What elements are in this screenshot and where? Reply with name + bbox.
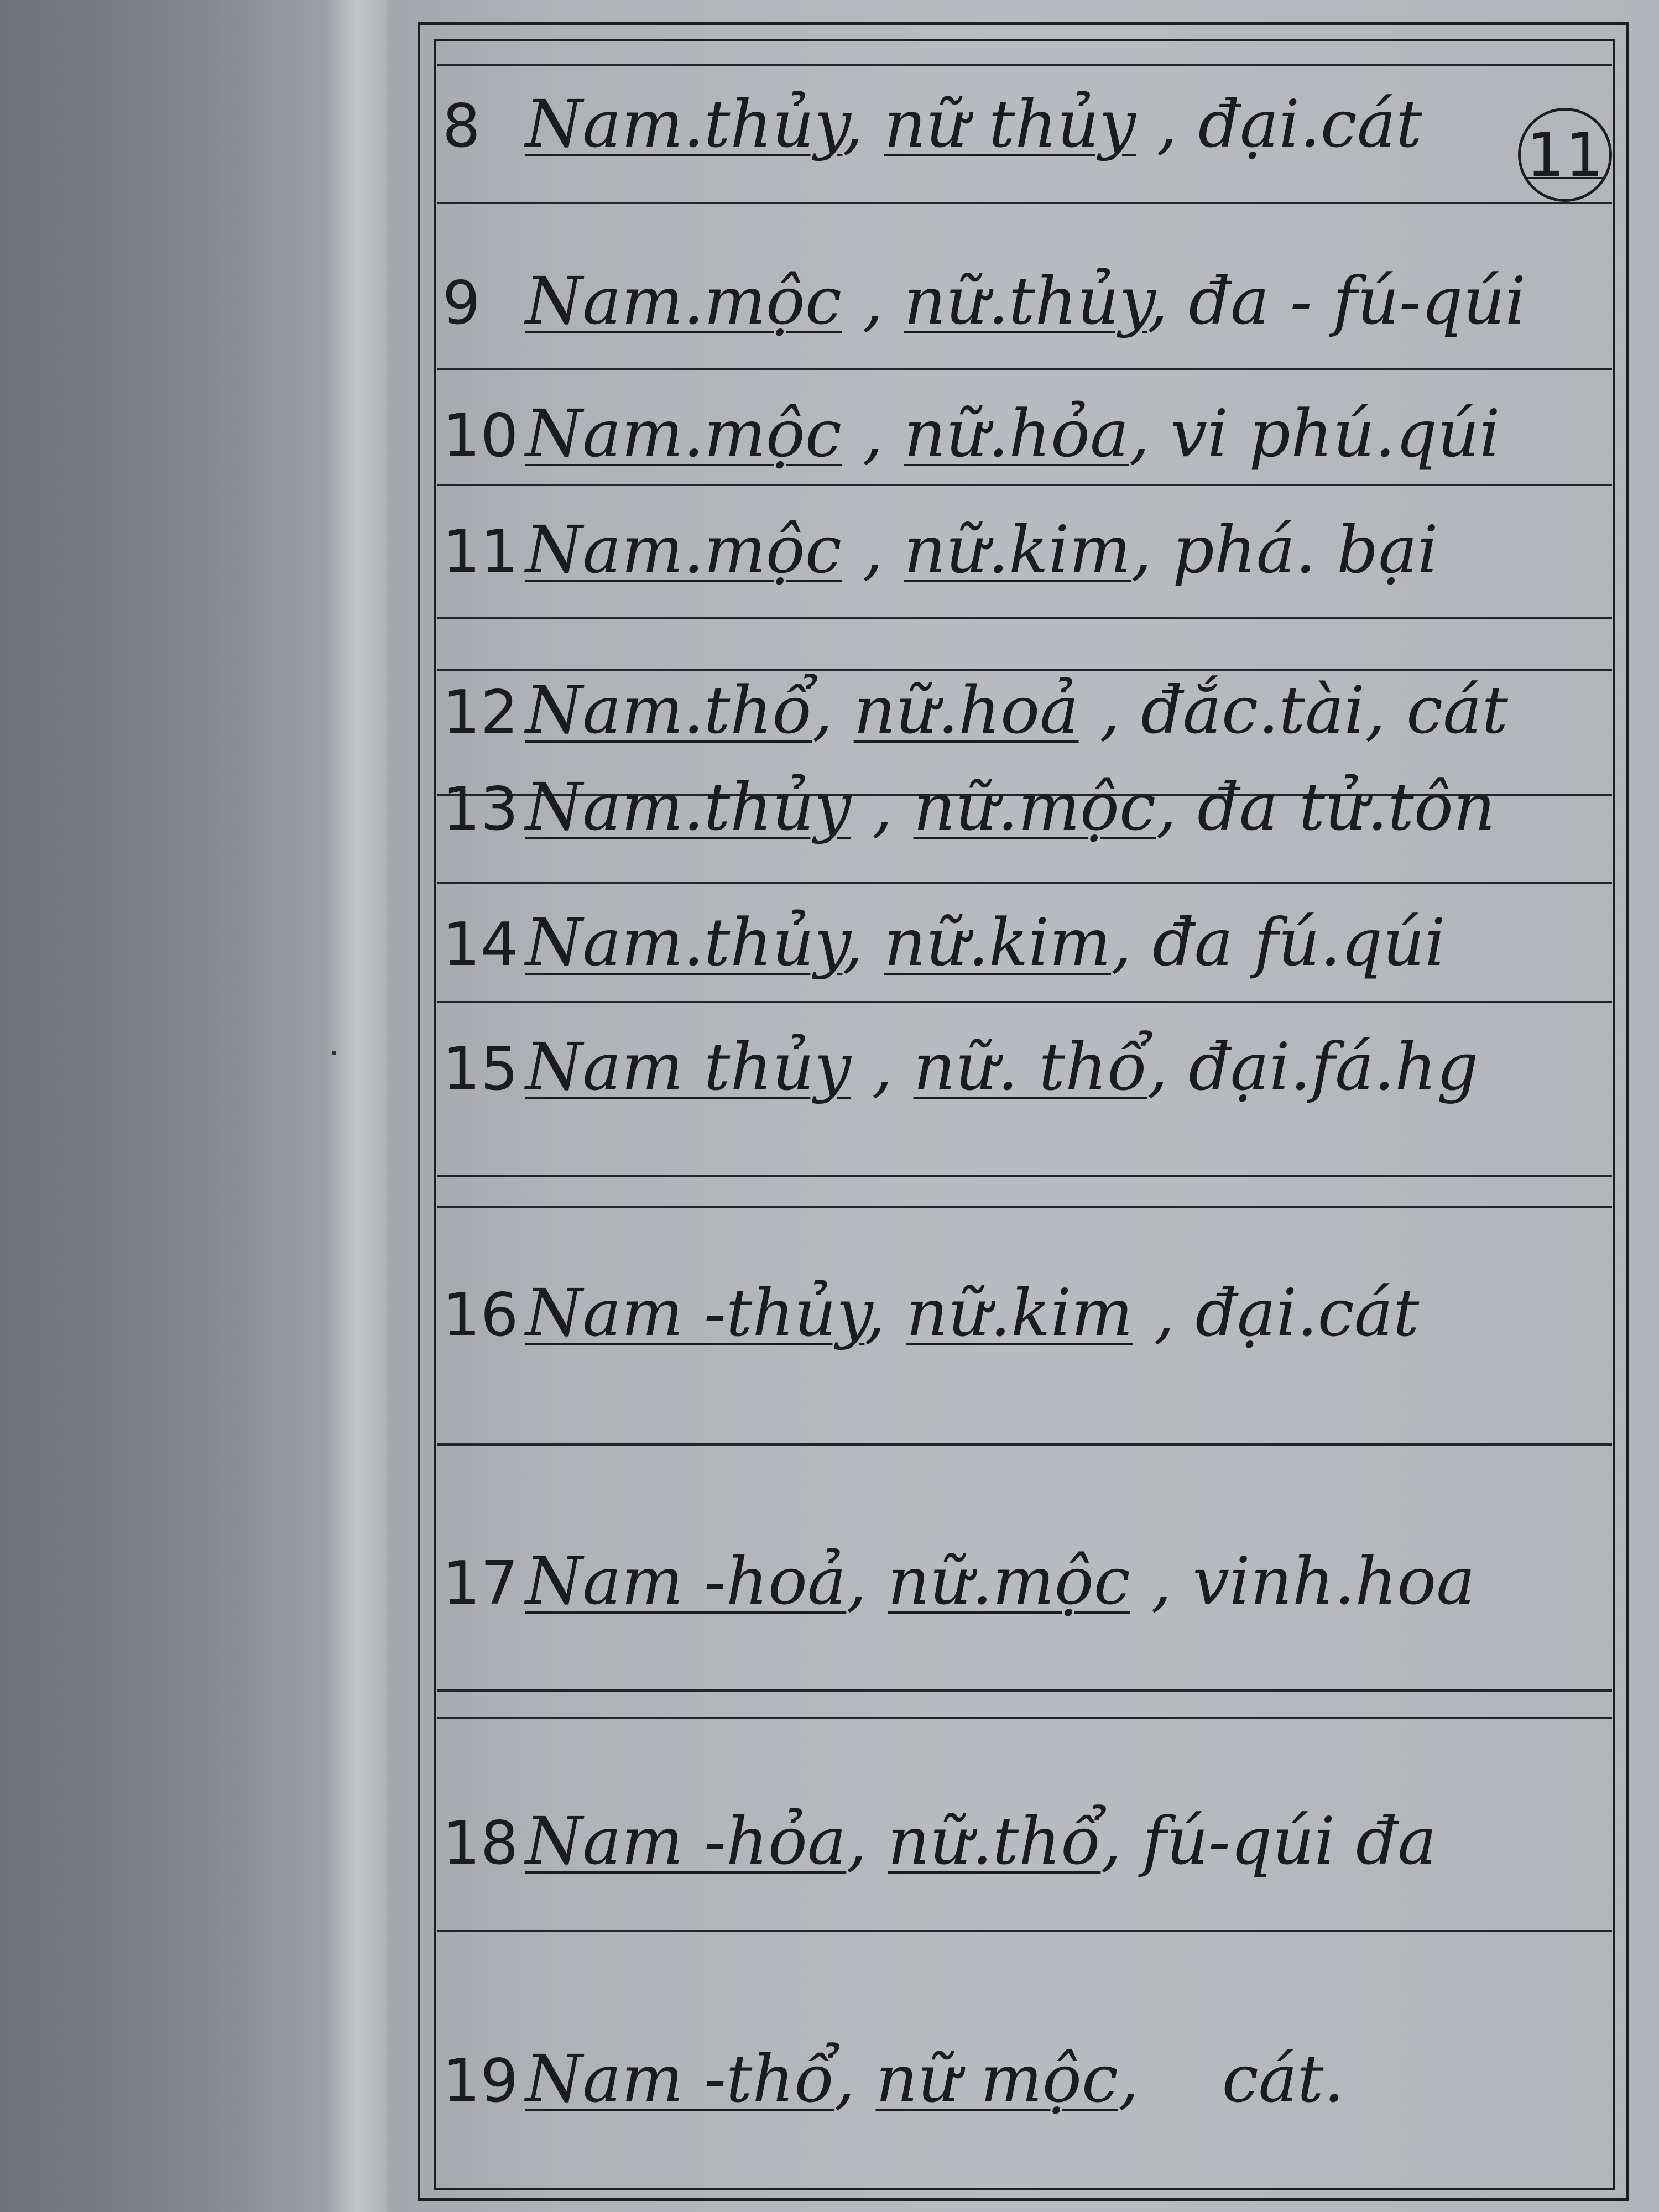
entry-result: đại.fá.hg bbox=[1188, 1029, 1479, 1105]
entry-number: 10 bbox=[442, 401, 519, 471]
entry-female-element: nữ.thổ bbox=[888, 1803, 1101, 1879]
ruled-line bbox=[437, 1930, 1612, 1932]
ruled-line bbox=[437, 669, 1612, 671]
entry-male-element: Nam thủy bbox=[525, 1029, 852, 1105]
entry-number: 14 bbox=[442, 910, 519, 979]
ruled-line bbox=[437, 484, 1612, 486]
entry-number: 13 bbox=[442, 775, 519, 844]
list-item: 16 Nam -thủy, nữ.kim , đại.cát bbox=[442, 1275, 1420, 1351]
entry-female-element: nữ.mộc bbox=[888, 1543, 1130, 1619]
ruled-line bbox=[437, 368, 1612, 370]
list-item: 8 Nam.thủy, nữ thủy , đại.cát bbox=[442, 86, 1422, 162]
list-item: 15 Nam thủy , nữ. thổ, đại.fá.hg bbox=[442, 1029, 1479, 1105]
entry-result: cát. bbox=[1222, 2041, 1344, 2117]
entry-number: 17 bbox=[442, 1549, 519, 1618]
entry-male-element: Nam.mộc bbox=[525, 512, 842, 588]
ruled-line bbox=[437, 1689, 1612, 1692]
entry-female-element: nữ.kim bbox=[904, 512, 1131, 588]
entry-result: đại.cát bbox=[1195, 1275, 1420, 1351]
list-item: 13 Nam.thủy , nữ.mộc, đa tử.tôn bbox=[442, 769, 1495, 845]
list-item: 14 Nam.thủy, nữ.kim, đa fú.qúi bbox=[442, 904, 1446, 980]
list-item: 9 Nam.mộc , nữ.thủy, đa - fú-qúi bbox=[442, 263, 1526, 339]
entry-female-element: nữ.kim bbox=[884, 904, 1112, 980]
entry-result: đa - fú-qúi bbox=[1188, 263, 1526, 339]
entry-male-element: Nam -hỏa bbox=[525, 1803, 847, 1879]
ruled-line bbox=[437, 617, 1612, 619]
ink-dot bbox=[332, 1051, 336, 1055]
list-item: 11 Nam.mộc , nữ.kim, phá. bại bbox=[442, 512, 1438, 588]
entry-female-element: nữ.hoả bbox=[853, 672, 1079, 748]
list-item: 19 Nam -thổ, nữ mộc, cát. bbox=[442, 2041, 1344, 2117]
list-item: 17 Nam -hoả, nữ.mộc , vinh.hoa bbox=[442, 1543, 1475, 1619]
left-page bbox=[0, 0, 326, 2212]
entry-number: 11 bbox=[442, 518, 519, 587]
ruled-line bbox=[437, 1175, 1612, 1177]
ruled-line bbox=[437, 64, 1612, 66]
entry-number: 16 bbox=[442, 1281, 519, 1350]
entry-number: 12 bbox=[442, 678, 519, 747]
entry-male-element: Nam.mộc bbox=[525, 395, 842, 472]
entry-male-element: Nam -thủy bbox=[525, 1275, 865, 1351]
list-item: 12 Nam.thổ, nữ.hoả , đắc.tài, cát bbox=[442, 672, 1508, 748]
ruled-line bbox=[437, 202, 1612, 204]
entry-result: đại.cát bbox=[1198, 86, 1422, 162]
ruled-line bbox=[437, 882, 1612, 884]
entry-female-element: nữ. thổ bbox=[913, 1029, 1147, 1105]
entry-result: vi phú.qúi bbox=[1170, 395, 1500, 472]
entry-number: 19 bbox=[442, 2047, 519, 2116]
entry-female-element: nữ thủy bbox=[884, 86, 1136, 162]
entry-female-element: nữ.mộc bbox=[913, 769, 1156, 845]
entry-male-element: Nam.thổ bbox=[525, 672, 812, 748]
entry-female-element: nữ mộc bbox=[875, 2041, 1119, 2117]
entry-number: 18 bbox=[442, 1809, 519, 1878]
ruled-line bbox=[437, 1717, 1612, 1719]
entry-result: đắc.tài, cát bbox=[1141, 672, 1508, 748]
entry-male-element: Nam.thủy bbox=[525, 904, 843, 980]
entry-male-element: Nam.thủy bbox=[525, 769, 852, 845]
entry-male-element: Nam -hoả bbox=[525, 1543, 847, 1619]
entry-result: đa fú.qúi bbox=[1152, 904, 1446, 980]
list-item: 18 Nam -hỏa, nữ.thổ, fú-qúi đa bbox=[442, 1803, 1437, 1879]
page-number-circle: 11 bbox=[1518, 108, 1612, 202]
entry-result: đa tử.tôn bbox=[1197, 769, 1495, 845]
entry-female-element: nữ.hỏa bbox=[904, 395, 1129, 472]
ruled-line bbox=[437, 1206, 1612, 1208]
entry-number: 9 bbox=[442, 269, 481, 338]
ruled-line bbox=[437, 1443, 1612, 1446]
entry-female-element: nữ.kim bbox=[906, 1275, 1133, 1351]
entry-result: phá. bại bbox=[1172, 512, 1438, 588]
entry-result: vinh.hoa bbox=[1192, 1543, 1475, 1619]
entry-number: 15 bbox=[442, 1035, 519, 1104]
entry-male-element: Nam -thổ bbox=[525, 2041, 834, 2117]
ruled-line bbox=[437, 1001, 1612, 1003]
book-gutter bbox=[326, 0, 387, 2212]
list-item: 10 Nam.mộc , nữ.hỏa, vi phú.qúi bbox=[442, 395, 1500, 472]
entry-male-element: Nam.mộc bbox=[525, 263, 842, 339]
entry-female-element: nữ.thủy bbox=[904, 263, 1147, 339]
entry-result: fú-qúi đa bbox=[1142, 1803, 1437, 1879]
entry-male-element: Nam.thủy bbox=[525, 86, 843, 162]
entry-number: 8 bbox=[442, 92, 481, 161]
